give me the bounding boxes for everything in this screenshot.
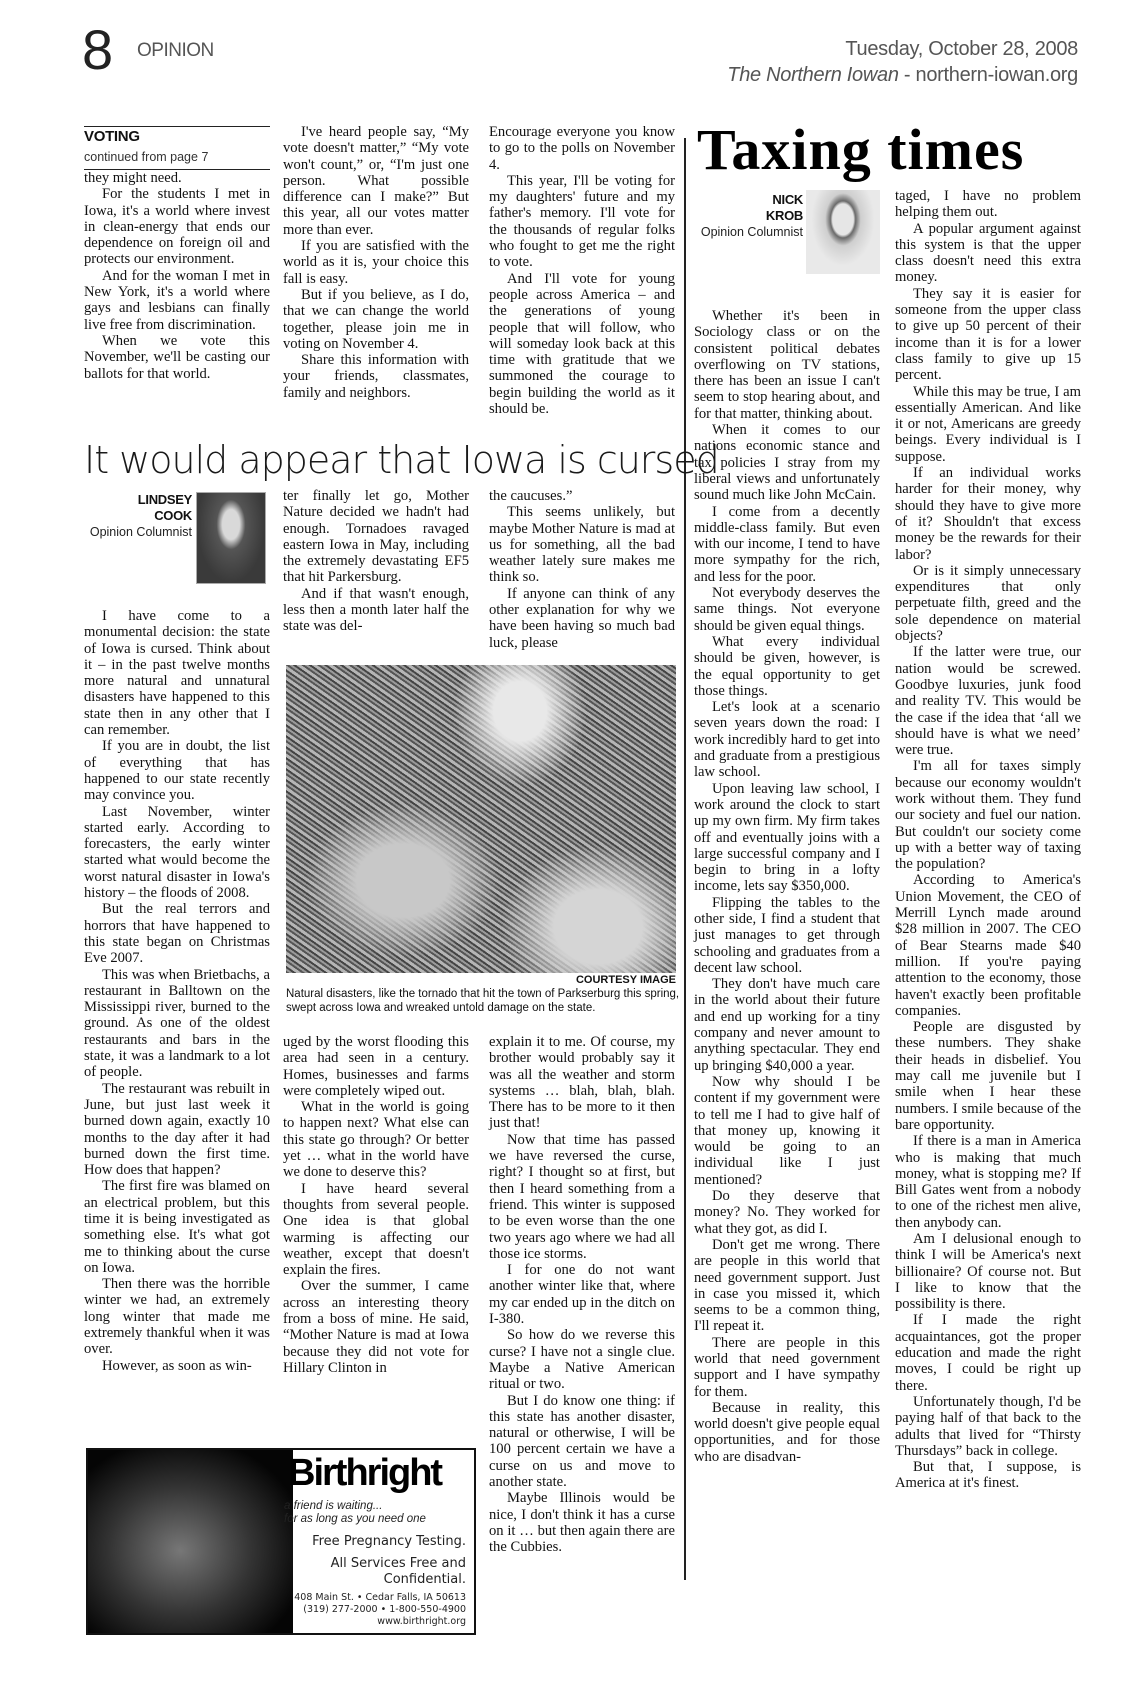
iowa-column-3-top xyxy=(489,488,675,651)
birthright-advertisement[interactable] xyxy=(86,1448,476,1635)
page-number: 8 xyxy=(82,18,114,81)
ad-website[interactable]: www.birthright.org xyxy=(377,1616,466,1627)
paragraph: However, as soon as win- xyxy=(102,1357,252,1374)
paragraph: If I made the right acquaintances, got the proper education and made the right moves, I could be right up there. xyxy=(895,1312,1081,1394)
paragraph: Unfortunately though, I'd be paying half of that back to the adults that lived for “Thirsty Thursdays” back in college. xyxy=(895,1393,1081,1459)
ad-confidential-line: Confidential. xyxy=(383,1572,466,1587)
paragraph: Over the summer, I came across an interesting theory from a boss of mine. He said, “Mother Nature is mad at Iowa because they did not vote for Hillary Clinton in xyxy=(283,1278,469,1376)
taxing-column-1 xyxy=(694,308,880,1465)
ad-services-line: All Services Free and xyxy=(330,1556,466,1571)
paragraph: And if that wasn't enough, less then a month later half the state was del- xyxy=(283,585,469,635)
paragraph: I'm all for taxes simply because our economy wouldn't work without them. They fund our society and fuel our nation. But couldn't our society come up with a better way of taxing the population? xyxy=(895,758,1081,873)
paragraph: I for one do not want another winter like that, where my car ended up in the ditch on I-380. xyxy=(489,1262,675,1328)
website-link[interactable]: northern-iowan.org xyxy=(915,64,1078,86)
paragraph: Flipping the tables to the other side, I find a student that just manages to get through schooling and graduates from a decent law school. xyxy=(694,894,880,976)
ad-address: 408 Main St. • Cedar Falls, IA 50613 xyxy=(294,1592,466,1603)
paragraph: I have heard several thoughts from several people. One idea is that global warming is affecting our weather, except that doesn't explain the fires. xyxy=(283,1180,469,1279)
taxing-headline: Taxing times xyxy=(697,117,1025,182)
author-last-name: KROB xyxy=(765,208,803,223)
paragraph: If an individual works harder for their money, why should they have to give more of it? Shouldn't that excess money be the rewards for their labor? xyxy=(895,465,1081,563)
voting-kicker: VOTING xyxy=(84,128,140,145)
paragraph: For the students I met in Iowa, it's a world where invest in clean-energy that ends our dependence on foreign oil and protects our environment. xyxy=(84,186,270,268)
ad-tagline-1: a friend is waiting... xyxy=(284,1500,383,1512)
paragraph: People are disgusted by these numbers. They shake their heads in disbelief. You may call me juvenile but I smile when I hear these numbers. I smile because of the bare opportunity. xyxy=(895,1019,1081,1133)
ad-free-testing: Free Pregnancy Testing. xyxy=(312,1534,466,1549)
paragraph: Maybe Illinois would be nice, I don't think it has a curse on it … but then again there are the Cubbies. xyxy=(489,1490,675,1556)
paragraph: The first fire was blamed on an electrical problem, but this time it is being investigated as something else. It's what got me to thinking about the curse on Iowa. xyxy=(84,1178,270,1276)
author-first-name: NICK xyxy=(772,192,803,207)
paragraph: According to America's Union Movement, the CEO of Merrill Lynch made around $28 million in 2007. The CEO of Bear Stearns made $40 million. If you're paying attention to the economy, those haven't exactly been profitable companies. xyxy=(895,872,1081,1019)
paragraph: I have come to a monumental decision: the state of Iowa is cursed. Think about it – in the past twelve months more natural and unnatural disasters have happened to this state then in any other that I can remember. xyxy=(84,608,270,739)
paragraph: The restaurant was rebuilt in June, but just last week it burned down again, exactly 10 months to the day after it had burned down the first time. How does that happen? xyxy=(84,1080,270,1179)
paragraph: There are people in this world that need government support and I have sympathy for them. xyxy=(694,1334,880,1400)
paragraph: Upon leaving law school, I work around the clock to start up my own firm. My firm takes off and eventually joins with a large successful company and I begin to bring in a lofty income, lets say $350,000. xyxy=(694,780,880,895)
photo-caption: Natural disasters, like the tornado that hit the town of Parkserburg this spring, swept across Iowa and wreaked untold damage on the state. xyxy=(286,988,680,1014)
paragraph: Don't get me wrong. There are people in this world that need government support. Just in case you missed it, which seems to be a common thing, I'll repeat it. xyxy=(694,1236,880,1335)
ad-tagline-2: for as long as you need one xyxy=(284,1513,426,1525)
paragraph: uged by the worst flooding this area had seen in a century. Homes, businesses and farms were completely wiped out. xyxy=(283,1034,469,1099)
paragraph: This year, I'll be voting for my daughters' future and my father's memory. I'll vote for the thousands of regular folks who fought to get me the right to vote. xyxy=(489,172,675,271)
section-name: OPINION xyxy=(137,40,214,61)
paragraph: While this may be true, I am essentially American. And like it or not, Americans are greedy beings. Every individual is I suppose. xyxy=(895,383,1081,465)
separator: - xyxy=(898,64,916,86)
tornado-damage-photo xyxy=(286,665,676,973)
paragraph: Am I delusional enough to think I will be America's next billionaire? Of course not. But I like to know that the possibility is there. xyxy=(895,1231,1081,1313)
paragraph: If anyone can think of any other explanation for why we have been having so much bad luck, please xyxy=(489,585,675,651)
paragraph: But if you believe, as I do, that we can change the world together, please join me in voting on November 4. xyxy=(283,286,469,352)
paragraph: They say it is easier for someone from the upper class to give up 50 percent of their income than it is for a lower class family to give up 15 percent. xyxy=(895,285,1081,384)
paragraph: explain it to me. Of course, my brother would probably say it was all the weather and storm systems … blah, blah, blah. There has to be more to it then just that! xyxy=(489,1034,675,1132)
ad-phones: (319) 277-2000 • 1-800-550-4900 xyxy=(303,1604,466,1615)
paragraph: If you are satisfied with the world as it is, your choice this fall is easy. xyxy=(283,238,469,287)
paragraph: Do they deserve that money? No. They worked for what they got, as did I. xyxy=(694,1188,880,1237)
iowa-column-2-bottom xyxy=(283,1034,469,1376)
paragraph: This seems unlikely, but maybe Mother Nature is mad at us for something, all the bad weather lately sure makes me think so. xyxy=(489,504,675,586)
taxing-column-2 xyxy=(895,188,1081,1492)
iowa-column-3-bottom xyxy=(489,1034,675,1556)
column-divider xyxy=(684,138,686,1580)
author-role: Opinion Columnist xyxy=(89,525,192,539)
paragraph: They don't have much care in the world about their future and end up working for a tiny company and never amount to anything spectacular. They end up bringing $40,000 a year. xyxy=(694,976,880,1074)
author-first-name: LINDSEY xyxy=(137,492,192,507)
paragraph: taged, I have no problem helping them out. xyxy=(895,188,1081,221)
birthright-logo: Birthright xyxy=(288,1452,442,1494)
author-role: Opinion Columnist xyxy=(700,225,803,239)
issue-date: Tuesday, October 28, 2008 xyxy=(845,38,1078,60)
paragraph: A popular argument against this system is that the upper class doesn't need this extra money. xyxy=(895,220,1081,286)
paragraph: Now why should I be content if my government were to tell me I had to give half of that money up, knowing it would be going to an individual like I just mentioned? xyxy=(694,1073,880,1188)
paragraph: ter finally let go, Mother Nature decided we hadn't had enough. Tornadoes ravaged eastern Iowa in May, including the extremely devastating EF5 that hit Parkersburg. xyxy=(283,488,469,586)
paragraph: Last November, winter started early. According to forecasters, the early winter started what would become the worst natural disaster in Iowa's history – the floods of 2008. xyxy=(84,803,270,902)
byline-lindsey-cook xyxy=(84,492,192,540)
voting-column-2 xyxy=(283,124,469,401)
paragraph: If there is a man in America who is making that much money, what is stopping me? If Bill Gates went from a nobody to one of the richest men alive, then anybody can. xyxy=(895,1133,1081,1231)
voting-column-3 xyxy=(489,124,675,417)
paragraph: Whether it's been in Sociology class or on the consistent political debates overflowing on TV stations, there has been an issue I can't seem to stop hearing about, and for that matter, thinking about. xyxy=(694,308,880,422)
paragraph: When it comes to our nations economic stance and tax policies I stray from my liberal views and unfortunately sound much like John McCain. xyxy=(694,422,880,504)
paragraph: If you are in doubt, the list of everything that has happened to our state recently may convince you. xyxy=(84,738,270,804)
paragraph: Encourage everyone you know to go to the polls on November 4. xyxy=(489,124,675,173)
paragraph: And for the woman I met in New York, it's a world where gays and lesbians can finally live free from discrimination. xyxy=(84,267,270,333)
paragraph: Because in reality, this world doesn't give people equal opportunities, and for those who are disadvan- xyxy=(694,1399,880,1465)
divider xyxy=(84,126,270,127)
photo-credit: COURTESY IMAGE xyxy=(575,974,676,986)
paragraph: When we vote this November, we'll be casting our ballots for that world. xyxy=(84,332,270,382)
paragraph: the caucuses.” xyxy=(489,488,573,504)
paragraph: Or is it simply unnecessary expenditures that only perpetuate filth, greed and the sole dependence on material objects? xyxy=(895,562,1081,645)
paragraph: What in the world is going to happen next? What else can this state go through? Or better yet … what in the world have we done to deserve this? xyxy=(283,1099,469,1181)
paragraph: But I do know one thing: if this state has another disaster, natural or otherwise, I will be 100 percent certain we have a curse on us and move to another state. xyxy=(489,1392,675,1491)
paragraph: Then there was the horrible winter we had, an extremely long winter that made me extremely thankful when it was over. xyxy=(84,1276,270,1358)
publication-name: The Northern Iowan xyxy=(727,64,899,86)
paragraph: Let's look at a scenario seven years down the road: I work incredibly hard to get into and graduate from a prestigious law school. xyxy=(694,699,880,781)
paragraph: This was when Brietbachs, a restaurant in Balltown on the Mississippi river, burned to the ground. As one of the oldest restaurants and bars in the state, it was a landmark to a lot of people. xyxy=(84,966,270,1081)
paragraph: they might need. xyxy=(84,170,182,186)
paragraph: I've heard people say, “My vote doesn't matter,” “My vote won't count,” or, “I'm just one person. What possible difference can I make?” But this year, all our votes matter more than ever. xyxy=(283,124,469,238)
paragraph: I come from a decently middle-class family. But even with our income, I tend to have more sympathy for the rich, and less for the poor. xyxy=(694,503,880,585)
paragraph: But the real terrors and horrors that have happened to this state began on Christmas Eve 2007. xyxy=(84,901,270,967)
paragraph: What every individual should be given, however, is the equal opportunity to get those things. xyxy=(694,633,880,699)
iowa-column-2-top xyxy=(283,488,469,635)
iowa-headline: It would appear that Iowa is cursed xyxy=(84,438,719,482)
byline-nick-krob xyxy=(697,192,803,240)
paragraph: Not everybody deserves the same things. Not everyone should be given equal things. xyxy=(694,585,880,634)
publication-line xyxy=(727,64,1078,87)
continued-from[interactable]: continued from page 7 xyxy=(84,150,209,164)
paragraph: So how do we reverse this curse? I have not a single clue. Maybe a Native American ritual or two. xyxy=(489,1327,675,1393)
paragraph: And I'll vote for young people across America – and the generations of young people that will follow, who will someday look back at this time with gratitude that we summoned the courage to begin building the world as it should be. xyxy=(489,270,675,418)
author-last-name: COOK xyxy=(154,508,192,523)
voting-column-1 xyxy=(84,170,270,382)
ad-photo-woman xyxy=(88,1450,293,1633)
author-photo-nick-krob xyxy=(806,190,880,274)
paragraph: But that, I suppose, is America at it's finest. xyxy=(895,1459,1081,1492)
author-photo-lindsey-cook xyxy=(196,492,266,584)
paragraph: If the latter were true, our nation would be screwed. Goodbye luxuries, junk food and reality TV. This would be the case if the idea that ‘all we should have is what we need’ were true. xyxy=(895,644,1081,759)
paragraph: Share this information with your friends, classmates, family and neighbors. xyxy=(283,352,469,401)
paragraph: Now that time has passed we have reversed the curse, right? I thought so at first, but then I heard something from a friend. This winter is supposed to be even worse than the one two years ago where we had all those ice storms. xyxy=(489,1131,675,1262)
iowa-column-1 xyxy=(84,608,270,1374)
